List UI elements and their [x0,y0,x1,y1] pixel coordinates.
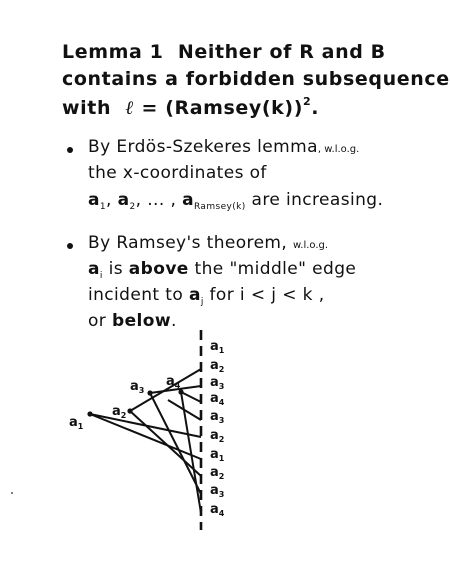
point-label-a3: $a_3$ [130,379,145,395]
seq-a2-sub: 2 [129,202,136,212]
seq-a1-sub: 1 [99,202,107,212]
point-label-a4: $a_4$ [166,374,181,390]
word-above: above [128,259,189,279]
seq-a-ramsey-sub: Ramsey(k) [193,202,246,212]
var-aj: a [188,285,201,305]
word-or: or [88,311,107,331]
lemma-statement-part1: Neither of R and B [177,41,386,63]
bullet1-wlog: , w.l.o.g. [317,144,360,155]
edge-a4-a4top [181,392,201,402]
lemma-exponent: 2 [303,95,312,108]
lemma-label: Lemma 1 [62,41,164,63]
seq-a1: a [88,190,100,210]
right-label-8: $a_2$ [210,465,225,481]
point-label-a1: $a_1$ [69,415,84,431]
seq-sep: , [106,190,118,210]
bullet2-ramsey: By Ramsey's theorem, [88,233,288,253]
right-label-9: $a_3$ [210,483,225,499]
var-ai-sub: i [99,271,103,281]
incident-to: incident to [88,285,184,305]
middle-edge-text: the "middle" edge [194,259,357,279]
right-label-list [210,339,225,518]
lemma-equation: = (Ramsey(k)) [141,97,303,119]
right-label-5: $a_3$ [210,409,225,425]
bullet2-wlog: w.l.o.g. [293,240,329,251]
right-label-1: $a_1$ [210,339,225,355]
var-ai: a [88,259,100,279]
right-label-6: $a_2$ [210,428,225,444]
seq-tail: are increasing. [251,190,384,210]
bullet1-line-2: the x-coordinates of [88,163,267,183]
edge-a1-a1 [90,414,201,459]
stray-dot [11,492,13,494]
bullet2-period: . [170,311,177,331]
lemma-ell: ℓ [125,97,135,119]
seq-dots: , ... , [135,190,183,210]
right-label-7: $a_1$ [210,447,225,463]
right-label-3: $a_3$ [210,375,225,391]
seq-a-ramsey: a [182,190,194,210]
right-label-4: $a_4$ [210,391,225,407]
lemma-line-2: contains a forbidden subsequence [62,68,450,90]
right-label-10: $a_4$ [210,502,225,518]
index-condition: for i < j < k , [209,285,325,305]
lemma-period: . [311,97,320,119]
edge-group [90,369,201,513]
word-below: below [112,311,171,331]
right-label-2: $a_2$ [210,358,225,374]
seq-a2: a [117,190,130,210]
lemma-with: with [62,97,112,119]
var-aj-sub: j [200,297,204,307]
edge-a3-a3bottom [150,393,201,494]
bullet1-by: By [88,137,111,157]
word-is: is [108,259,123,279]
point-label-a2: $a_2$ [112,404,127,420]
erdos-szekeres-lemma: Erdös-Szekeres lemma [116,137,318,157]
